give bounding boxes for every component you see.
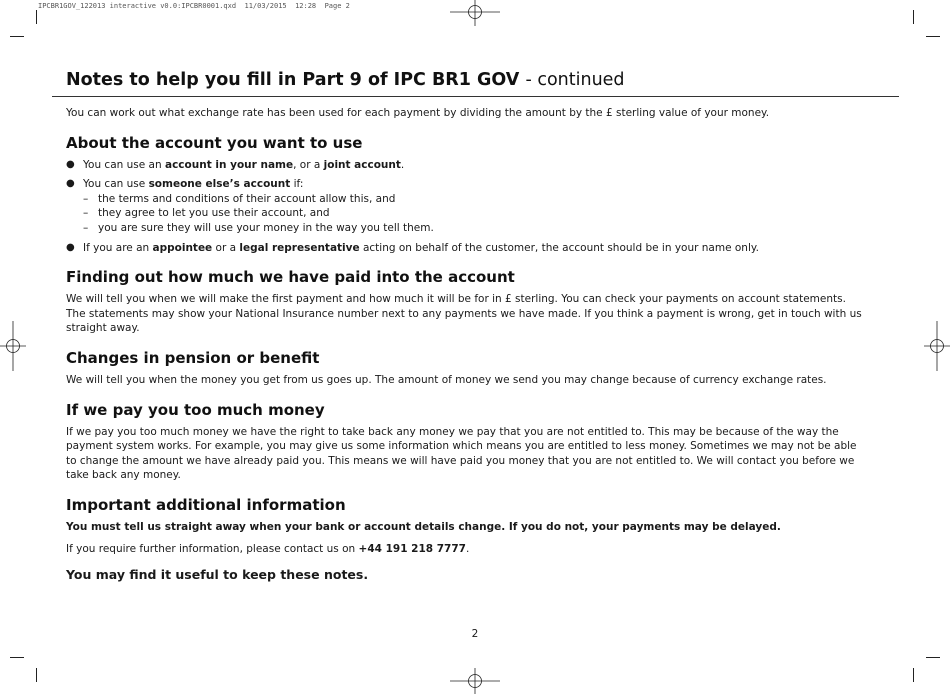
page-title-suffix: - continued [525,70,625,90]
registration-mark-top-icon [450,0,500,26]
crop-mark-top-right-h [926,36,940,37]
crop-mark-bottom-right-h [926,657,940,658]
crop-mark-bottom-left-v [36,668,37,682]
page-title-main: Notes to help you fill in Part 9 of IPC BR1 GOV [66,70,520,90]
crop-mark-bottom-right-v [913,668,914,682]
condition-text: the terms and conditions of their account allow this, and [98,192,396,205]
bullet-text: You can use an [83,158,165,171]
bullet-bold-text: account in your name [165,158,294,171]
bullet-text: acting on behalf of the customer, the account should be in your name only. [359,241,759,254]
registration-mark-bottom-icon [450,668,500,694]
bullet-text: You can use [83,178,149,191]
page-number: 2 [471,628,479,640]
bullet-text: , or a [293,158,324,171]
section-account-heading: About the account you want to use [66,133,363,152]
contact-line [66,542,866,557]
condition-item [83,192,866,207]
registration-mark-left-icon [0,321,26,371]
section-account [66,134,866,256]
section-paid-text: We will tell you when we will make the first payment and how much it will be for in £ sterling. You can check your payments on account statements. The statements may show your National Insurance number next to any payments we have made. If you think a payment is wrong, get in touch with us straight away. [66,293,862,335]
bullet-bold-text: someone else’s account [148,178,291,191]
contact-phone-number: +44 191 218 7777 [358,542,466,555]
section-changes [66,349,866,388]
bank-change-warning: You must tell us straight away when your bank or account details change. If you do not, your payments may be delayed. [66,520,781,533]
bullet-bold-text: legal representative [239,241,360,254]
registration-mark-right-icon [924,321,950,371]
bullet-text: . [400,158,405,171]
section-important [66,496,866,583]
section-changes-heading: Changes in pension or benefit [66,348,320,367]
contact-text: . [465,542,470,555]
bullet-bold-text: appointee [152,241,213,254]
crop-mark-bottom-left-h [10,657,24,658]
crop-mark-top-left-h [10,36,24,37]
account-bullet-2 [66,177,866,235]
contact-text: If you require further information, please contact us on [66,542,359,555]
bullet-text: If you are an [83,241,153,254]
section-paid [66,268,866,336]
page-title [66,70,625,90]
section-overpayment-text: If we pay you too much money we have the right to take back any money we pay that you are not entitled to. This may be because of the way the payment system works. For example, you may give us some information which means you are entitled to less money. Sometimes we may not be able to change the amount we have already paid you. This means we will have paid you money that you are not entitled to. We will contact you before we take back any money. [66,425,857,482]
crop-mark-top-right-v [913,10,914,24]
condition-text: they agree to let you use their account, and [98,207,330,220]
keep-notes-text: You may find it useful to keep these notes. [66,567,369,583]
condition-item [83,206,866,221]
bullet-icon: ● [66,158,75,170]
title-rule [52,96,899,97]
dash-icon: – [83,207,89,220]
intro-text: You can work out what exchange rate has been used for each payment by dividing the amount by the £ sterling value of your money. [66,107,770,119]
account-condition-list [83,192,866,236]
section-overpayment-heading: If we pay you too much money [66,400,325,419]
account-bullet-3 [66,241,866,256]
section-paid-heading: Finding out how much we have paid into the account [66,268,515,287]
section-important-heading: Important additional information [66,495,346,514]
notes-content [66,106,866,596]
bullet-icon: ● [66,241,75,253]
section-overpayment [66,401,866,483]
section-changes-text: We will tell you when the money you get from us goes up. The amount of money we send you may change because of currency exchange rates. [66,373,827,386]
bullet-text: or a [212,241,240,254]
crop-mark-top-left-v [36,10,37,24]
dash-icon: – [83,192,89,205]
condition-text: you are sure they will use your money in the way you tell them. [98,221,434,234]
condition-item [83,221,866,236]
account-bullet-list [66,158,866,256]
bullet-bold-text: joint account [323,158,401,171]
bullet-text: if: [290,178,304,191]
dash-icon: – [83,221,89,234]
printer-slug: IPCBR1GOV_122013 interactive v0.0:IPCBR0001.qxd 11/03/2015 12:28 Page 2 [38,2,350,10]
bullet-icon: ● [66,178,75,190]
account-bullet-1 [66,158,866,173]
